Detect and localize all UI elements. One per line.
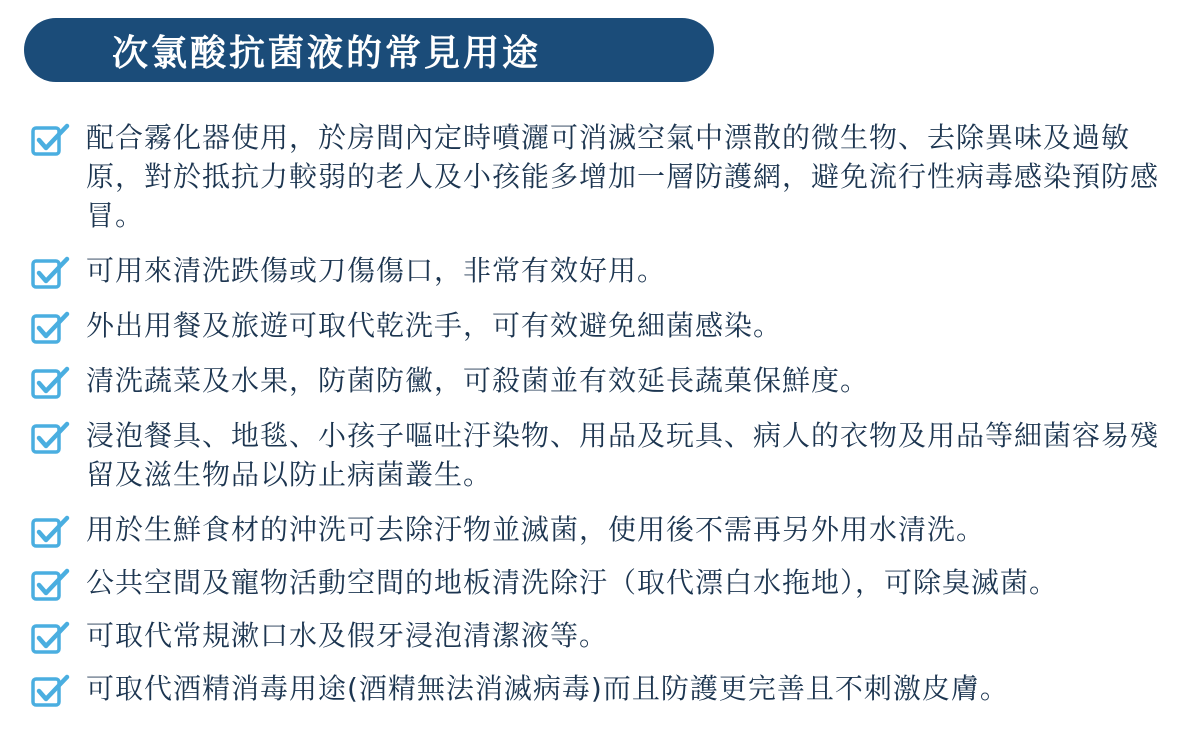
list-item-text: 用於生鮮食材的沖洗可去除汙物並滅菌，使用後不需再另外用水清洗。 (86, 513, 986, 546)
list-item-text: 配合霧化器使用，於房間內定時噴灑可消滅空氣中漂散的微生物、去除異味及過敏原，對於抵抗力較弱的老人及小孩能多增加一層防護網，避免流行性病毒感染預防感冒。 (86, 121, 1160, 232)
checkbox-checked-icon (30, 122, 70, 158)
list-item (30, 616, 1180, 655)
checkbox-checked-icon (30, 620, 70, 656)
checkbox-checked-icon (30, 567, 70, 603)
list-item (30, 118, 1180, 235)
list-item-text: 外出用餐及旅遊可取代乾洗手，可有效避免細菌感染。 (86, 309, 783, 342)
list-item (30, 510, 1180, 549)
list-item-text: 可用來清洗跌傷或刀傷傷口，非常有效好用。 (86, 254, 667, 287)
list-item (30, 563, 1180, 602)
checkbox-checked-icon (30, 365, 70, 401)
page-title: 次氯酸抗菌液的常見用途 (112, 32, 542, 74)
uses-list (30, 118, 1180, 724)
list-item (30, 251, 1180, 290)
list-item (30, 361, 1180, 400)
checkbox-checked-icon (30, 673, 70, 709)
list-item-text: 可取代酒精消毒用途(酒精無法消滅病毒)而且防護更完善且不刺激皮膚。 (86, 672, 1009, 705)
list-item-text: 浸泡餐具、地毯、小孩子嘔吐汙染物、用品及玩具、病人的衣物及用品等細菌容易殘留及滋生物品以防止病菌叢生。 (86, 419, 1160, 491)
list-item-text: 清洗蔬菜及水果，防菌防黴，可殺菌並有效延長蔬菓保鮮度。 (86, 364, 870, 397)
title-banner (24, 18, 714, 82)
list-item (30, 416, 1180, 494)
list-item-text: 公共空間及寵物活動空間的地板清洗除汙（取代漂白水拖地），可除臭滅菌。 (86, 566, 1059, 599)
list-item (30, 669, 1180, 708)
list-item-text: 可取代常規漱口水及假牙浸泡清潔液等。 (86, 619, 609, 652)
checkbox-checked-icon (30, 255, 70, 291)
list-item (30, 306, 1180, 345)
checkbox-checked-icon (30, 420, 70, 456)
checkbox-checked-icon (30, 310, 70, 346)
checkbox-checked-icon (30, 514, 70, 550)
